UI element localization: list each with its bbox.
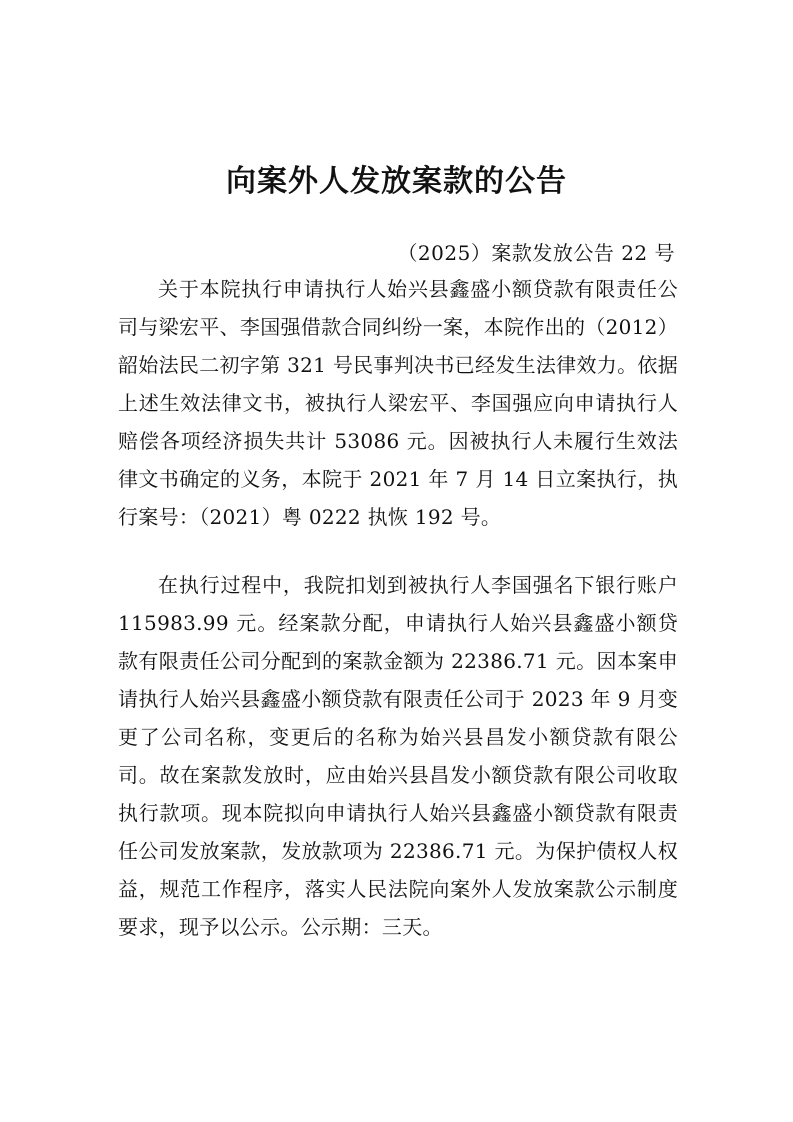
paragraph-payment-notice: 在执行过程中，我院扣划到被执行人李国强名下银行账户 115983.99 元。经案款分配，申请执行人始兴县鑫盛小额贷款有限责任公司分配到的案款金额为 22386.71 元。因本案申请执行人始兴县鑫盛小额贷款有限责任公司于 2023 年 9 月变更了公司名称，变更后的名称为始兴县昌发小额贷款有限公司。故在案款发放时，应由始兴县昌发小额贷款有限公司收取执行款项。现本院拟向申请执行人始兴县鑫盛小额贷款有限责任公司发放案款，发放款项为 22386.71 元。为保护债权人权益，规范工作程序，落实人民法院向案外人发放案款公示制度要求，现予以公示。公示期：三天。: [118, 573, 678, 939]
document-number: （2025）案款发放公告 22 号: [397, 241, 675, 265]
document-title: 向案外人发放案款的公告: [226, 164, 567, 199]
paragraph-case-background: 关于本院执行申请执行人始兴县鑫盛小额贷款有限责任公司与梁宏平、李国强借款合同纠纷一案，本院作出的（2012）韶始法民二初字第 321 号民事判决书已经发生法律效力。依据上述生效法律文书，被执行人梁宏平、李国强应向申请执行人赔偿各项经济损失共计 53086 元。因被执行人未履行生效法律文书确定的义务，本院于 2021 年 7 月 14 日立案执行，执行案号：（2021）粤 0222 执恢 192 号。: [118, 277, 678, 529]
